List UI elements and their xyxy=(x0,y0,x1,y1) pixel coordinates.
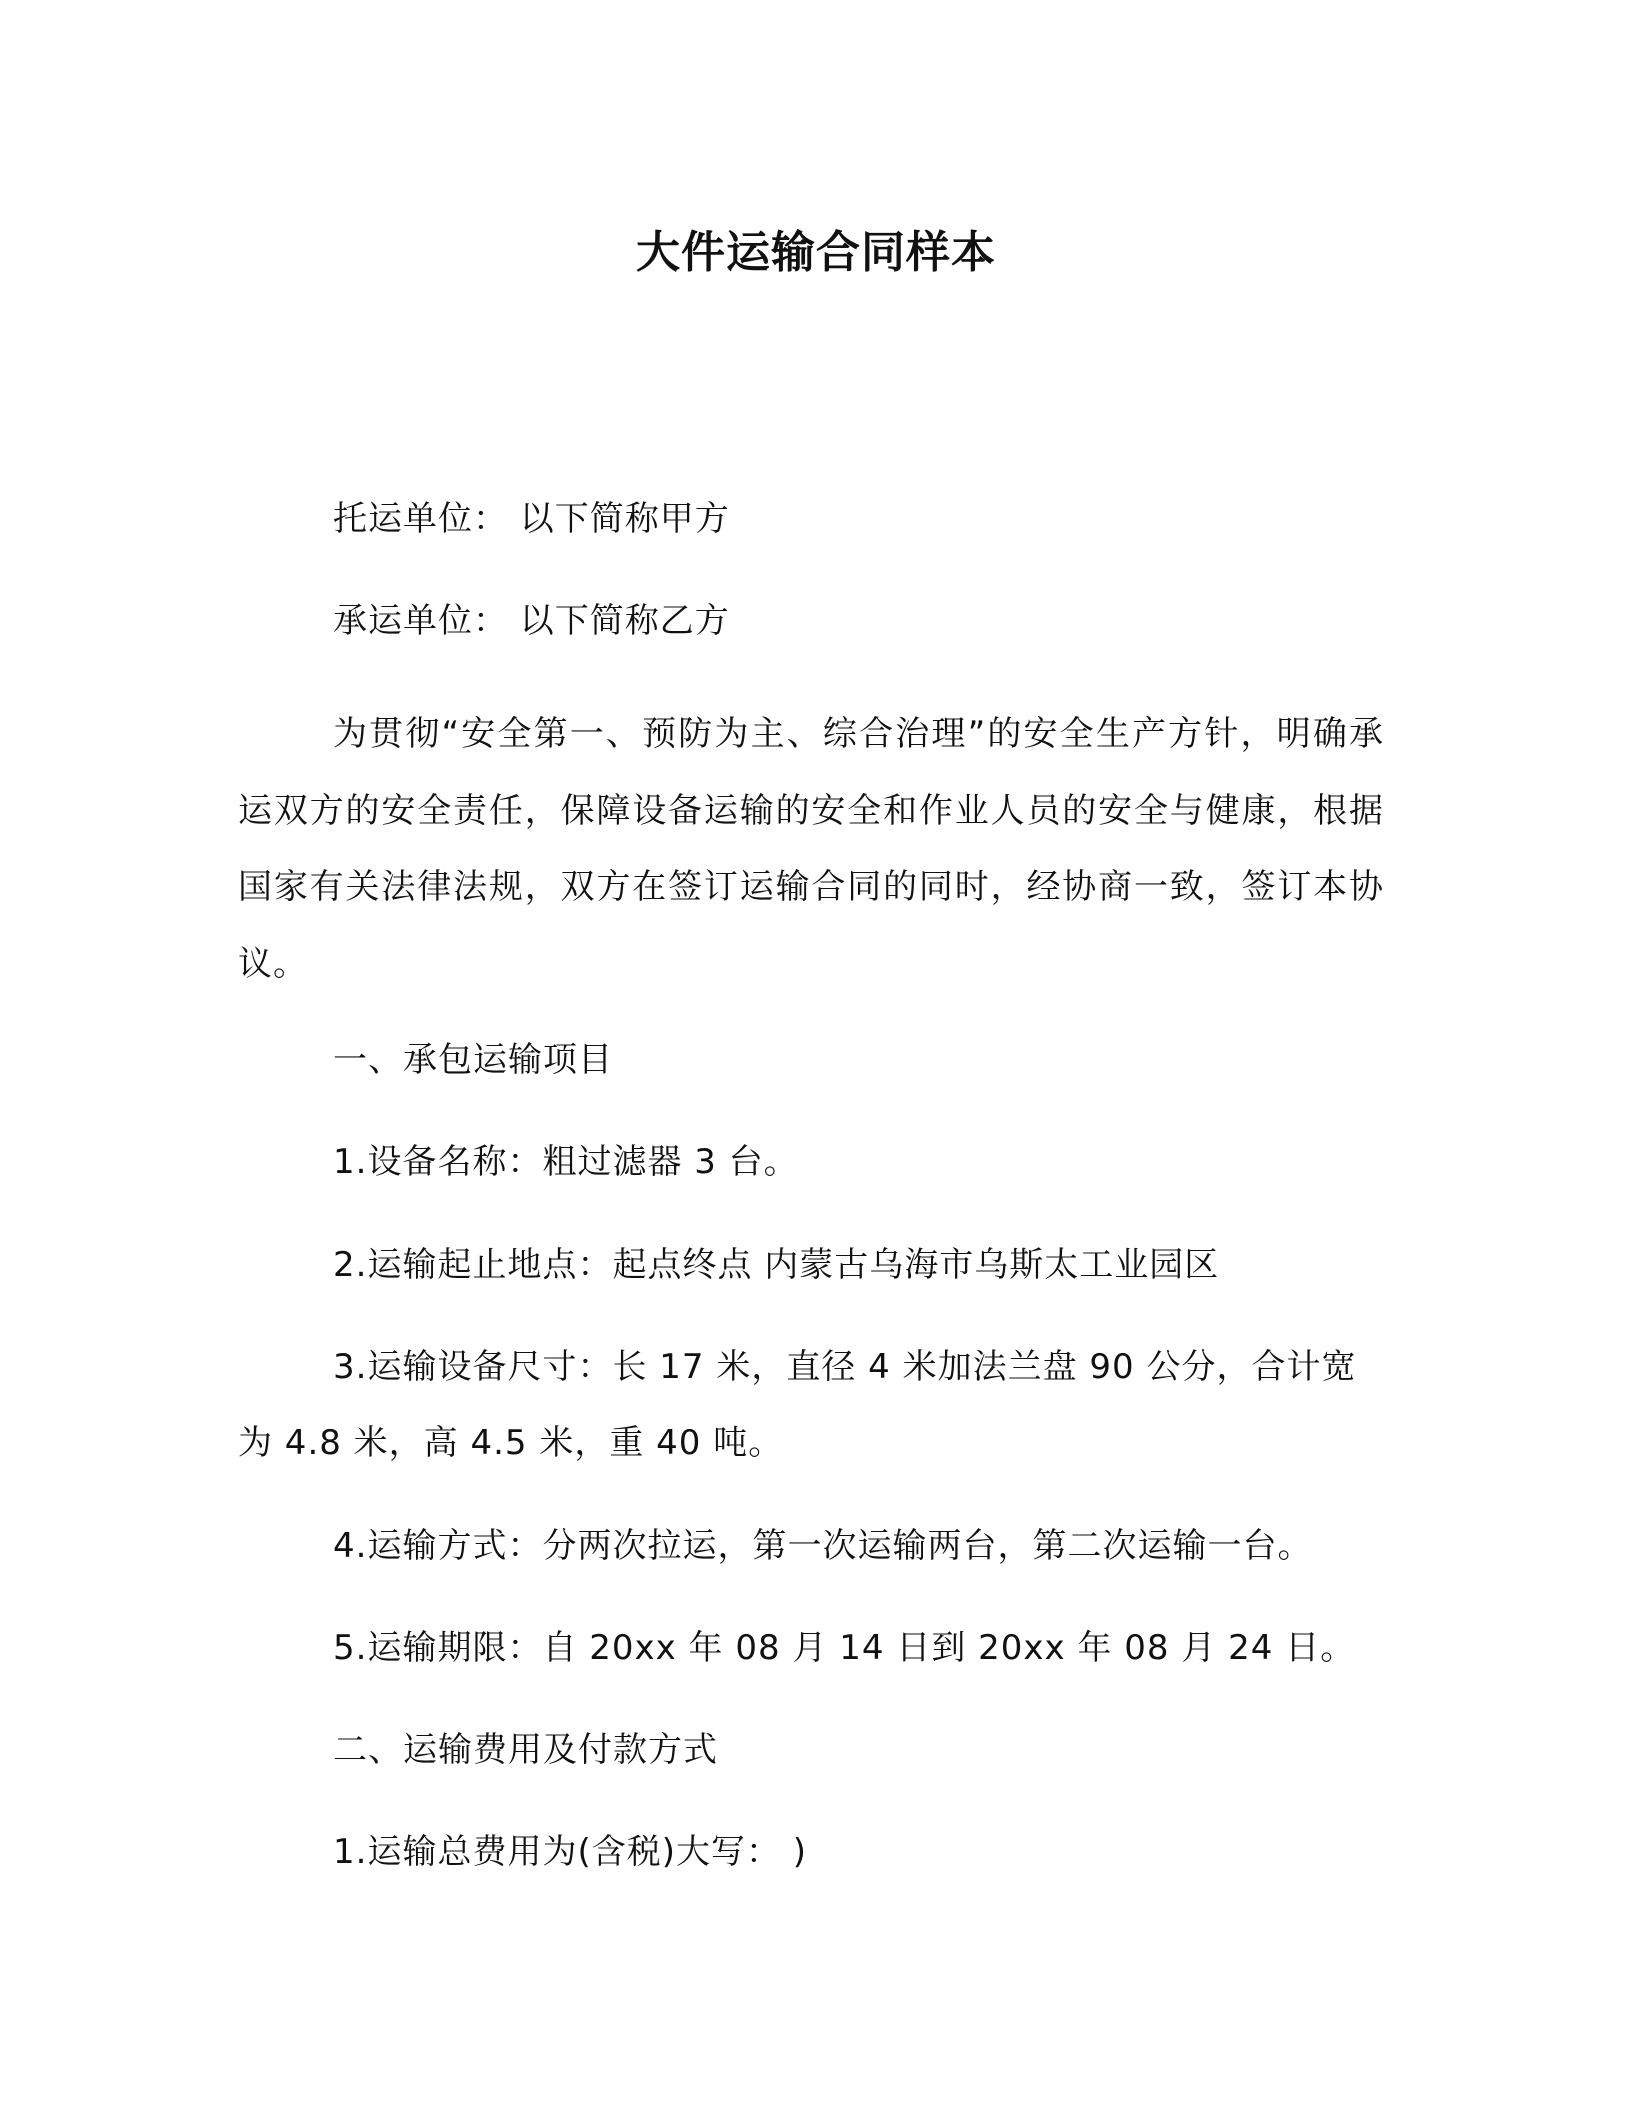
item-2-route: 2.运输起止地点：起点终点 内蒙古乌海市乌斯太工业园区 xyxy=(333,1245,1220,1285)
shipper-line: 托运单位： 以下简称甲方 xyxy=(333,499,730,539)
section-1-heading: 一、承包运输项目 xyxy=(333,1040,613,1080)
item-3-dimensions-first-line: 3.运输设备尺寸：长 17 米，直径 4 米加法兰盘 90 公分，合计宽 xyxy=(333,1347,1357,1387)
fee-item-1-total-cost: 1.运输总费用为(含税)大写： ) xyxy=(333,1832,808,1872)
document-title: 大件运输合同样本 xyxy=(636,227,996,278)
section-2-heading: 二、运输费用及付款方式 xyxy=(333,1730,718,1770)
item-5-transport-period: 5.运输期限：自 20xx 年 08 月 14 日到 20xx 年 08 月 24 日。 xyxy=(333,1628,1356,1668)
carrier-line: 承运单位： 以下简称乙方 xyxy=(333,601,730,641)
item-3-dimensions-second-line: 为 4.8 米，高 4.5 米，重 40 吨。 xyxy=(238,1423,784,1463)
intro-paragraph: 为贯彻“安全第一、预防为主、综合治理”的安全生产方针，明确承运双方的安全责任，保障设备运输的安全和作业人员的安全与健康，根据国家有关法律法规，双方在签订运输合同的同时，经协商一致，签订本协议。 xyxy=(238,714,1384,984)
item-4-transport-method: 4.运输方式：分两次拉运，第一次运输两台，第二次运输一台。 xyxy=(333,1526,1313,1566)
item-1-equipment-name: 1.设备名称：粗过滤器 3 台。 xyxy=(333,1142,799,1182)
